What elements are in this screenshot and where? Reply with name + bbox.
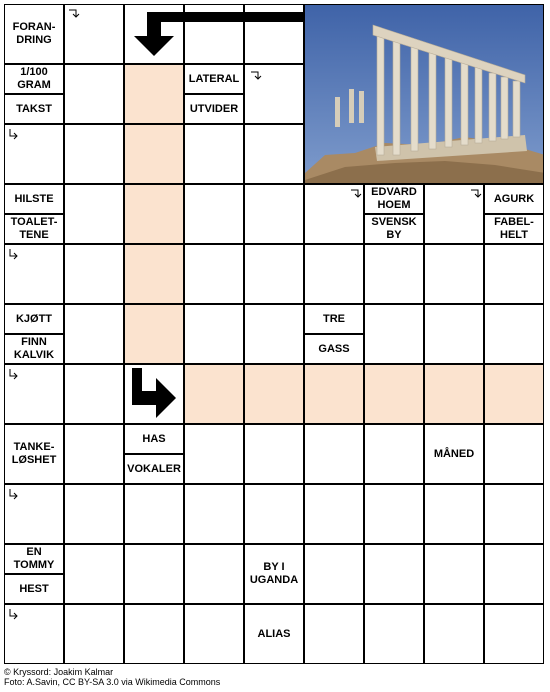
answer-cell[interactable] bbox=[304, 364, 364, 424]
answer-cell[interactable] bbox=[364, 544, 424, 604]
answer-cell[interactable] bbox=[244, 124, 304, 184]
arrow-right-down-icon bbox=[350, 188, 362, 200]
answer-cell[interactable] bbox=[124, 244, 184, 304]
answer-cell[interactable] bbox=[364, 244, 424, 304]
answer-cell[interactable] bbox=[64, 424, 124, 484]
answer-cell[interactable] bbox=[184, 544, 244, 604]
clue-utvider: UTVIDER bbox=[184, 94, 244, 124]
answer-cell[interactable] bbox=[184, 424, 244, 484]
answer-cell[interactable] bbox=[364, 424, 424, 484]
clue-by-i-uganda: BY I UGANDA bbox=[244, 544, 304, 604]
answer-cell[interactable] bbox=[244, 484, 304, 544]
answer-cell[interactable] bbox=[184, 244, 244, 304]
answer-cell[interactable] bbox=[124, 304, 184, 364]
answer-cell[interactable] bbox=[304, 244, 364, 304]
credits bbox=[4, 667, 220, 687]
answer-cell[interactable] bbox=[484, 604, 544, 664]
answer-cell[interactable] bbox=[64, 364, 124, 424]
clue-tankeloshet: TANKE- LØSHET bbox=[4, 424, 64, 484]
answer-cell[interactable] bbox=[424, 304, 484, 364]
clue-fabelhelt: FABEL- HELT bbox=[484, 214, 544, 244]
clue-kjott: KJØTT bbox=[4, 304, 64, 334]
answer-cell[interactable] bbox=[184, 364, 244, 424]
clue-en-tommy: EN TOMMY bbox=[4, 544, 64, 574]
clue-gass: GASS bbox=[304, 334, 364, 364]
clue-has: HAS bbox=[124, 424, 184, 454]
answer-cell[interactable] bbox=[424, 364, 484, 424]
clue-tre: TRE bbox=[304, 304, 364, 334]
answer-cell[interactable] bbox=[304, 484, 364, 544]
temple-photo bbox=[304, 4, 544, 184]
clue-alias: ALIAS bbox=[244, 604, 304, 664]
clue-toalettene: TOALET- TENE bbox=[4, 214, 64, 244]
clue-finn-kalvik: FINN KALVIK bbox=[4, 334, 64, 364]
answer-cell[interactable] bbox=[184, 304, 244, 364]
answer-cell[interactable] bbox=[124, 364, 184, 424]
answer-cell[interactable] bbox=[484, 544, 544, 604]
answer-cell[interactable] bbox=[184, 124, 244, 184]
answer-cell[interactable] bbox=[304, 604, 364, 664]
clue-takst: TAKST bbox=[4, 94, 64, 124]
answer-cell[interactable] bbox=[364, 364, 424, 424]
clue-agurk: AGURK bbox=[484, 184, 544, 214]
arrow-down-right-icon bbox=[8, 248, 20, 260]
clue-vokaler: VOKALER bbox=[124, 454, 184, 484]
answer-cell[interactable] bbox=[484, 364, 544, 424]
answer-cell[interactable] bbox=[64, 484, 124, 544]
clue-edvard-hoem: EDVARD HOEM bbox=[364, 184, 424, 214]
answer-cell[interactable] bbox=[184, 4, 244, 64]
clue-maned: MÅNED bbox=[424, 424, 484, 484]
answer-cell[interactable] bbox=[244, 304, 304, 364]
answer-cell[interactable] bbox=[484, 424, 544, 484]
clue-lateral: LATERAL bbox=[184, 64, 244, 94]
answer-cell[interactable] bbox=[124, 484, 184, 544]
answer-cell[interactable] bbox=[64, 184, 124, 244]
answer-cell[interactable] bbox=[484, 484, 544, 544]
answer-cell[interactable] bbox=[184, 604, 244, 664]
arrow-down-right-icon bbox=[8, 128, 20, 140]
answer-cell[interactable] bbox=[124, 124, 184, 184]
answer-cell[interactable] bbox=[424, 604, 484, 664]
arrow-down-right-icon bbox=[8, 488, 20, 500]
clue-gram: 1/100 GRAM bbox=[4, 64, 64, 94]
answer-cell[interactable] bbox=[64, 304, 124, 364]
answer-cell[interactable] bbox=[184, 484, 244, 544]
answer-cell[interactable] bbox=[484, 304, 544, 364]
answer-cell[interactable] bbox=[304, 544, 364, 604]
answer-cell[interactable] bbox=[124, 4, 184, 64]
arrow-right-down-icon bbox=[250, 70, 262, 82]
arrow-down-right-icon bbox=[8, 608, 20, 620]
answer-cell[interactable] bbox=[304, 424, 364, 484]
answer-cell[interactable] bbox=[424, 544, 484, 604]
answer-cell[interactable] bbox=[184, 184, 244, 244]
clue-hilste: HILSTE bbox=[4, 184, 64, 214]
clue-svensk-by: SVENSK BY bbox=[364, 214, 424, 244]
clue-hest: HEST bbox=[4, 574, 64, 604]
answer-cell[interactable] bbox=[364, 484, 424, 544]
answer-cell[interactable] bbox=[64, 64, 124, 124]
answer-cell[interactable] bbox=[64, 604, 124, 664]
answer-cell[interactable] bbox=[64, 124, 124, 184]
crossword-board bbox=[4, 4, 544, 664]
answer-cell[interactable] bbox=[244, 244, 304, 304]
answer-cell[interactable] bbox=[424, 244, 484, 304]
arrow-down-right-icon bbox=[8, 368, 20, 380]
answer-cell[interactable] bbox=[64, 244, 124, 304]
answer-cell[interactable] bbox=[124, 544, 184, 604]
answer-cell[interactable] bbox=[244, 4, 304, 64]
answer-cell[interactable] bbox=[424, 484, 484, 544]
answer-cell[interactable] bbox=[244, 364, 304, 424]
answer-cell[interactable] bbox=[64, 544, 124, 604]
answer-cell[interactable] bbox=[364, 604, 424, 664]
arrow-right-down-icon bbox=[470, 188, 482, 200]
clue-forandring: FORAN- DRING bbox=[4, 4, 64, 64]
answer-cell[interactable] bbox=[124, 64, 184, 124]
credits-photo: Foto: A.Savin, CC BY-SA 3.0 via Wikimedia Commons bbox=[4, 677, 221, 687]
answer-cell[interactable] bbox=[124, 184, 184, 244]
credits-puzzle: © Kryssord: Joakim Kalmar bbox=[4, 667, 114, 677]
answer-cell[interactable] bbox=[364, 304, 424, 364]
answer-cell[interactable] bbox=[244, 424, 304, 484]
arrow-right-down-icon bbox=[68, 8, 80, 20]
answer-cell[interactable] bbox=[244, 184, 304, 244]
answer-cell[interactable] bbox=[124, 604, 184, 664]
answer-cell[interactable] bbox=[484, 244, 544, 304]
